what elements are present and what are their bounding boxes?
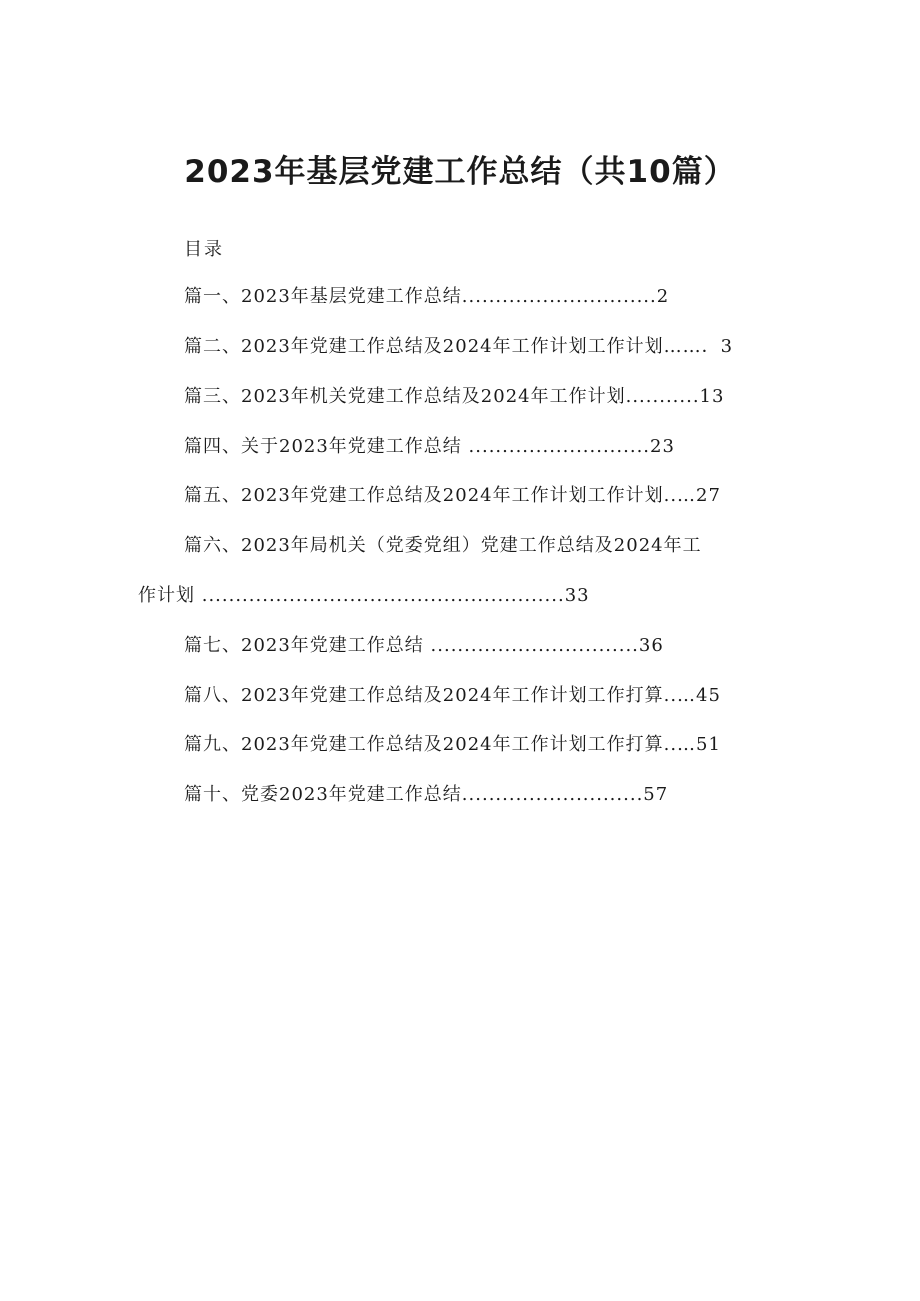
toc-entry-3[interactable]: 篇三、2023年机关党建工作总结及2024年工作计划...........13 [184,386,725,407]
toc-entry-2[interactable]: 篇二、2023年党建工作总结及2024年工作计划工作计划……．3 [184,336,734,357]
document-title: 2023年基层党建工作总结（共10篇） [184,154,736,190]
toc-entry-6-line-2[interactable]: 作计划 ......................................................33 [138,585,590,606]
toc-entry-6-line-1[interactable]: 篇六、2023年局机关（党委党组）党建工作总结及2024年工 [184,535,702,556]
toc-heading: 目录 [184,239,224,260]
toc-entry-4[interactable]: 篇四、关于2023年党建工作总结 ...........................23 [184,436,675,457]
toc-entry-1[interactable]: 篇一、2023年基层党建工作总结.............................2 [184,286,670,307]
toc-entry-8[interactable]: 篇八、2023年党建工作总结及2024年工作计划工作打算..…45 [184,685,721,706]
toc-entry-9[interactable]: 篇九、2023年党建工作总结及2024年工作计划工作打算..…51 [184,734,721,755]
toc-entry-5[interactable]: 篇五、2023年党建工作总结及2024年工作计划工作计划..…27 [184,485,721,506]
toc-entry-7[interactable]: 篇七、2023年党建工作总结 ...............................36 [184,635,664,656]
toc-entry-10[interactable]: 篇十、党委2023年党建工作总结...........................57 [184,784,669,805]
